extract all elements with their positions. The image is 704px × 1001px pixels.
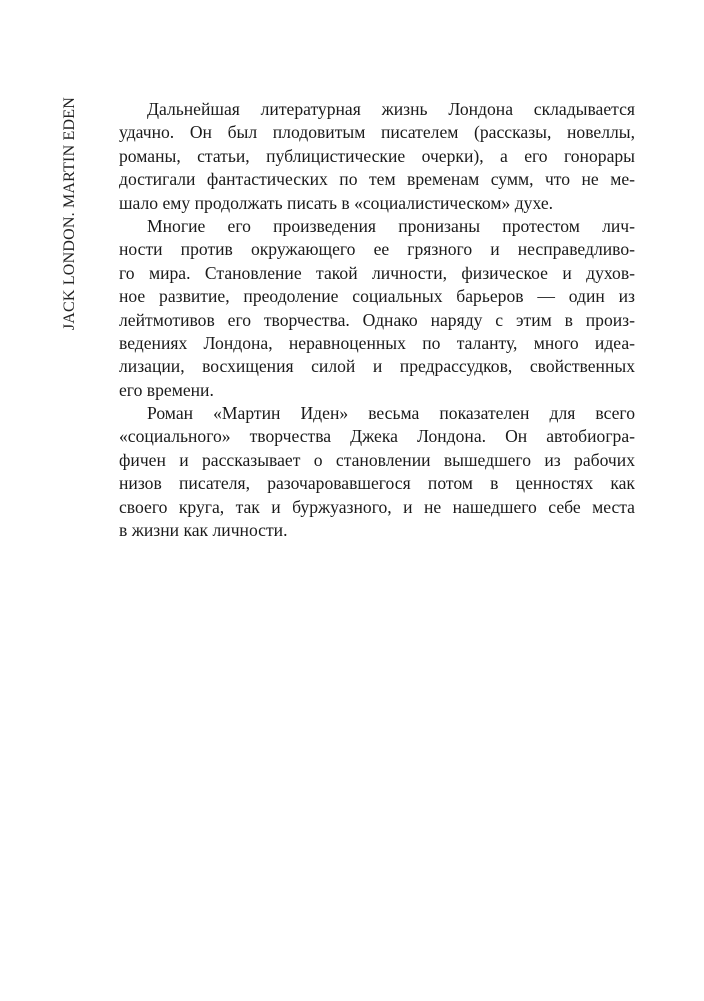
text-line: «социального» творчества Джека Лондона. Он автобиогра- (119, 426, 635, 447)
text-line: достигали фантастических по тем временам сумм, что не ме- (119, 169, 635, 190)
text-line: Многие его произведения пронизаны протестом лич- (147, 215, 635, 236)
text-line: в жизни как личности. (119, 520, 288, 541)
text-line: Дальнейшая литературная жизнь Лондона складывается (147, 99, 635, 119)
running-head-text: JACK LONDON. MARTIN EDEN (61, 97, 78, 331)
paragraph-1 (119, 98, 635, 215)
text-line: своего круга, так и буржуазного, и не нашедшего себе места (119, 496, 635, 517)
paragraph-2 (119, 215, 635, 402)
body-text (119, 98, 635, 542)
text-line: его времени. (119, 379, 214, 400)
running-head (60, 97, 80, 382)
text-line: ности против окружающего ее грязного и несправедливо- (119, 239, 635, 260)
text-line: го мира. Становление такой личности, физическое и духов- (119, 262, 635, 283)
text-line: Роман «Мартин Иден» весьма показателен для всего (147, 403, 635, 424)
text-line: шало ему продолжать писать в «социалистическом» духе. (119, 192, 554, 213)
text-line: низов писателя, разочаровавшегося потом в ценностях как (119, 473, 635, 494)
text-line: лейтмотивов его творчества. Однако наряду с этим в произ- (119, 309, 635, 330)
text-line: ное развитие, преодоление социальных барьеров — один из (119, 286, 635, 307)
text-line: романы, статьи, публицистические очерки), а его гонорары (119, 145, 635, 166)
text-line: ведениях Лондона, неравноценных по таланту, много идеа- (119, 332, 635, 353)
paragraph-3 (119, 402, 635, 542)
text-line: лизации, восхищения силой и предрассудков, свойственных (119, 356, 635, 377)
text-line: удачно. Он был плодовитым писателем (рассказы, новеллы, (119, 122, 635, 143)
text-line: фичен и рассказывает о становлении вышедшего из рабочих (119, 449, 635, 470)
